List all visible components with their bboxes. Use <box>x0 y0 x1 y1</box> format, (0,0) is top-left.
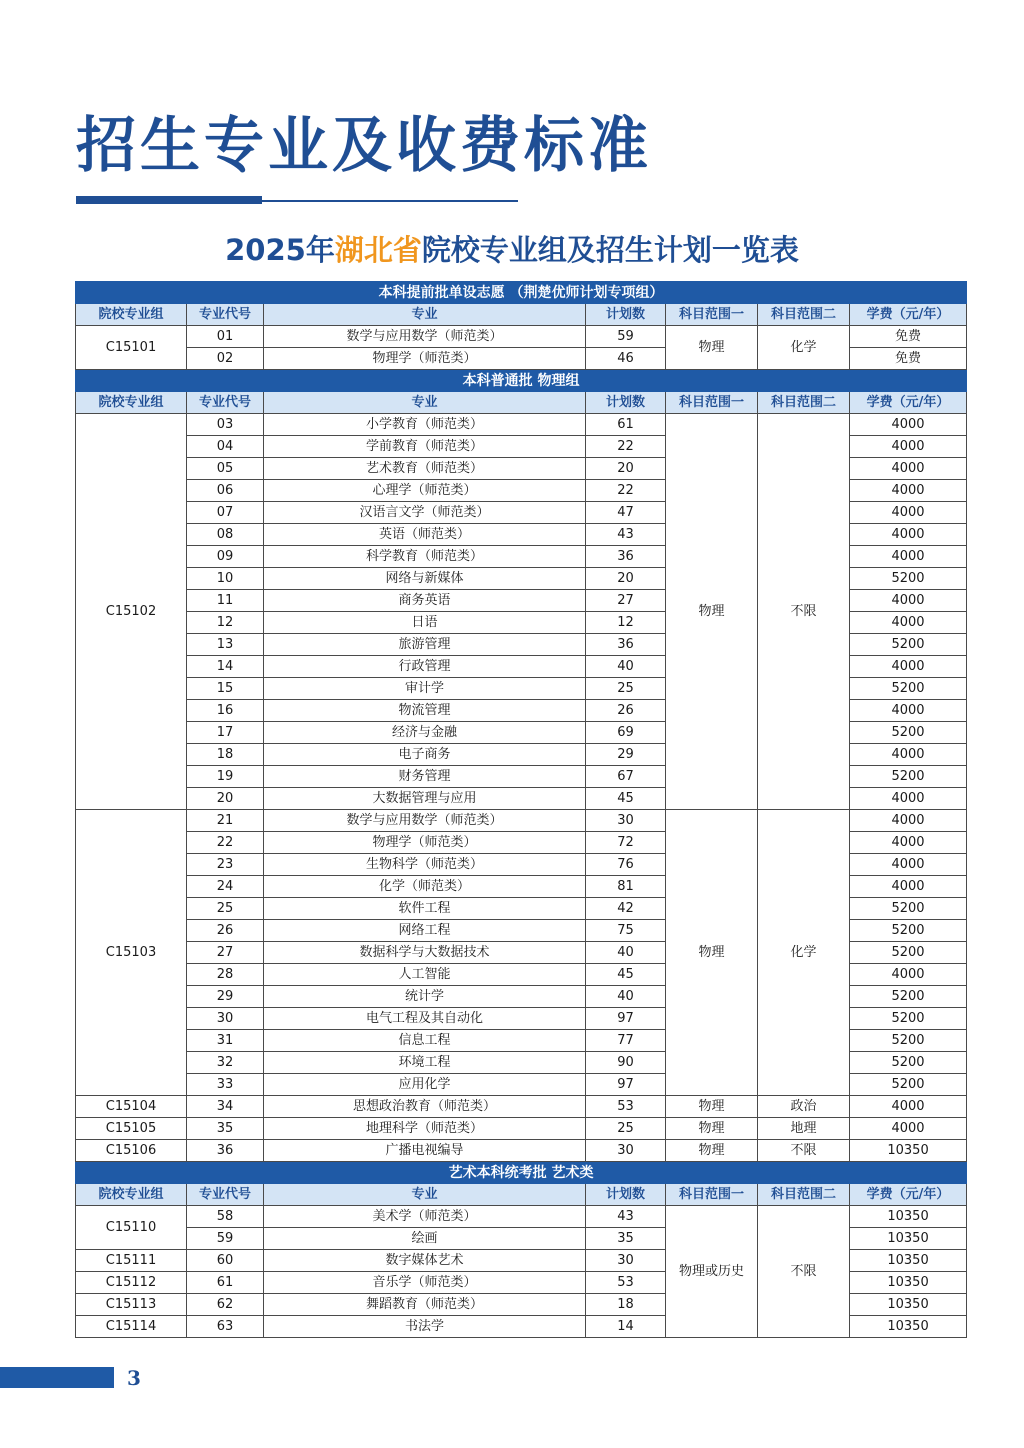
code-cell: 26 <box>187 920 264 942</box>
major-cell: 旅游管理 <box>264 634 586 656</box>
code-cell: 33 <box>187 1074 264 1096</box>
major-cell: 环境工程 <box>264 1052 586 1074</box>
plan-cell: 45 <box>586 788 666 810</box>
subtitle-suffix: 院校专业组及招生计划一览表 <box>421 233 799 267</box>
subtitle-province: 湖北省 <box>334 233 422 267</box>
code-cell: 25 <box>187 898 264 920</box>
major-cell: 软件工程 <box>264 898 586 920</box>
plan-cell: 40 <box>586 942 666 964</box>
plan-cell: 30 <box>586 810 666 832</box>
subject1-cell: 物理 <box>666 1140 758 1162</box>
major-cell: 物理学（师范类） <box>264 348 586 370</box>
plan-cell: 75 <box>586 920 666 942</box>
subject1-cell: 物理 <box>666 414 758 810</box>
header-cell: 专业 <box>264 392 586 414</box>
section-title: 本科提前批单设志愿 （荆楚优师计划专项组） <box>76 282 967 304</box>
header-cell: 学费（元/年） <box>850 304 967 326</box>
fee-cell: 4000 <box>850 414 967 436</box>
header-cell: 科目范围一 <box>666 304 758 326</box>
plan-cell: 43 <box>586 1206 666 1228</box>
major-cell: 电气工程及其自动化 <box>264 1008 586 1030</box>
fee-cell: 4000 <box>850 480 967 502</box>
code-cell: 16 <box>187 700 264 722</box>
code-cell: 05 <box>187 458 264 480</box>
code-cell: 22 <box>187 832 264 854</box>
fee-cell: 4000 <box>850 436 967 458</box>
plan-cell: 97 <box>586 1008 666 1030</box>
fee-cell: 免费 <box>850 326 967 348</box>
code-cell: 30 <box>187 1008 264 1030</box>
header-cell: 专业代号 <box>187 304 264 326</box>
subject2-cell: 地理 <box>758 1118 850 1140</box>
fee-cell: 4000 <box>850 546 967 568</box>
major-cell: 生物科学（师范类） <box>264 854 586 876</box>
group-cell: C15106 <box>76 1140 187 1162</box>
major-cell: 数学与应用数学（师范类） <box>264 326 586 348</box>
fee-cell: 4000 <box>850 612 967 634</box>
header-cell: 院校专业组 <box>76 392 187 414</box>
major-cell: 思想政治教育（师范类） <box>264 1096 586 1118</box>
major-cell: 汉语言文学（师范类） <box>264 502 586 524</box>
major-cell: 舞蹈教育（师范类） <box>264 1294 586 1316</box>
fee-cell: 10350 <box>850 1228 967 1250</box>
fee-cell: 4000 <box>850 590 967 612</box>
code-cell: 08 <box>187 524 264 546</box>
plan-cell: 72 <box>586 832 666 854</box>
fee-cell: 5200 <box>850 986 967 1008</box>
fee-cell: 4000 <box>850 810 967 832</box>
code-cell: 63 <box>187 1316 264 1338</box>
fee-cell: 10350 <box>850 1206 967 1228</box>
fee-cell: 10350 <box>850 1250 967 1272</box>
plan-cell: 59 <box>586 326 666 348</box>
header-cell: 计划数 <box>586 304 666 326</box>
plan-cell: 76 <box>586 854 666 876</box>
fee-cell: 5200 <box>850 920 967 942</box>
subtitle-prefix: 2025年 <box>225 233 335 267</box>
group-cell: C15112 <box>76 1272 187 1294</box>
plan-cell: 40 <box>586 986 666 1008</box>
major-cell: 审计学 <box>264 678 586 700</box>
fee-cell: 5200 <box>850 568 967 590</box>
plan-cell: 18 <box>586 1294 666 1316</box>
section-title: 本科普通批 物理组 <box>76 370 967 392</box>
plan-cell: 45 <box>586 964 666 986</box>
fee-cell: 4000 <box>850 876 967 898</box>
subject1-cell: 物理 <box>666 1118 758 1140</box>
subject2-cell: 不限 <box>758 1206 850 1338</box>
plan-cell: 25 <box>586 1118 666 1140</box>
major-cell: 数字媒体艺术 <box>264 1250 586 1272</box>
code-cell: 15 <box>187 678 264 700</box>
plan-cell: 36 <box>586 546 666 568</box>
major-cell: 化学（师范类） <box>264 876 586 898</box>
code-cell: 34 <box>187 1096 264 1118</box>
code-cell: 23 <box>187 854 264 876</box>
major-cell: 小学教育（师范类） <box>264 414 586 436</box>
plan-cell: 67 <box>586 766 666 788</box>
major-cell: 艺术教育（师范类） <box>264 458 586 480</box>
plan-cell: 77 <box>586 1030 666 1052</box>
fee-cell: 5200 <box>850 722 967 744</box>
code-cell: 60 <box>187 1250 264 1272</box>
code-cell: 02 <box>187 348 264 370</box>
section-title: 艺术本科统考批 艺术类 <box>76 1162 967 1184</box>
fee-cell: 4000 <box>850 656 967 678</box>
page-number: 3 <box>127 1366 141 1390</box>
code-cell: 13 <box>187 634 264 656</box>
fee-cell: 5200 <box>850 1074 967 1096</box>
code-cell: 17 <box>187 722 264 744</box>
major-cell: 音乐学（师范类） <box>264 1272 586 1294</box>
header-cell: 计划数 <box>586 392 666 414</box>
code-cell: 12 <box>187 612 264 634</box>
major-cell: 书法学 <box>264 1316 586 1338</box>
section-band <box>76 370 967 392</box>
group-cell: C15101 <box>76 326 187 370</box>
plan-cell: 69 <box>586 722 666 744</box>
plan-cell: 46 <box>586 348 666 370</box>
fee-cell: 5200 <box>850 766 967 788</box>
major-cell: 大数据管理与应用 <box>264 788 586 810</box>
code-cell: 04 <box>187 436 264 458</box>
enrollment-plan-table <box>75 281 967 1338</box>
major-cell: 统计学 <box>264 986 586 1008</box>
fee-cell: 10350 <box>850 1140 967 1162</box>
plan-cell: 53 <box>586 1272 666 1294</box>
fee-cell: 4000 <box>850 832 967 854</box>
subject2-cell: 不限 <box>758 414 850 810</box>
fee-cell: 4000 <box>850 854 967 876</box>
major-cell: 绘画 <box>264 1228 586 1250</box>
header-cell: 科目范围二 <box>758 1184 850 1206</box>
code-cell: 61 <box>187 1272 264 1294</box>
plan-cell: 81 <box>586 876 666 898</box>
plan-cell: 26 <box>586 700 666 722</box>
fee-cell: 5200 <box>850 1052 967 1074</box>
fee-cell: 4000 <box>850 964 967 986</box>
plan-cell: 14 <box>586 1316 666 1338</box>
fee-cell: 4000 <box>850 788 967 810</box>
fee-cell: 10350 <box>850 1272 967 1294</box>
group-cell: C15110 <box>76 1206 187 1250</box>
group-cell: C15114 <box>76 1316 187 1338</box>
code-cell: 09 <box>187 546 264 568</box>
header-cell: 专业 <box>264 1184 586 1206</box>
plan-cell: 12 <box>586 612 666 634</box>
major-cell: 日语 <box>264 612 586 634</box>
header-cell: 专业代号 <box>187 392 264 414</box>
code-cell: 19 <box>187 766 264 788</box>
code-cell: 20 <box>187 788 264 810</box>
major-cell: 电子商务 <box>264 744 586 766</box>
major-cell: 广播电视编导 <box>264 1140 586 1162</box>
fee-cell: 5200 <box>850 942 967 964</box>
fee-cell: 10350 <box>850 1316 967 1338</box>
header-cell: 专业代号 <box>187 1184 264 1206</box>
major-cell: 数学与应用数学（师范类） <box>264 810 586 832</box>
major-cell: 地理科学（师范类） <box>264 1118 586 1140</box>
table-row <box>76 414 967 436</box>
major-cell: 网络与新媒体 <box>264 568 586 590</box>
table-row <box>76 810 967 832</box>
header-cell: 科目范围二 <box>758 304 850 326</box>
footer-accent-bar <box>0 1367 114 1388</box>
fee-cell: 5200 <box>850 634 967 656</box>
header-cell: 科目范围二 <box>758 392 850 414</box>
subject1-cell: 物理 <box>666 1096 758 1118</box>
table-row <box>76 326 967 348</box>
group-cell: C15103 <box>76 810 187 1096</box>
group-cell: C15105 <box>76 1118 187 1140</box>
code-cell: 18 <box>187 744 264 766</box>
plan-cell: 43 <box>586 524 666 546</box>
fee-cell: 4000 <box>850 524 967 546</box>
header-cell: 院校专业组 <box>76 304 187 326</box>
fee-cell: 5200 <box>850 898 967 920</box>
title-underline-thin <box>262 200 518 202</box>
code-cell: 32 <box>187 1052 264 1074</box>
title-underline-thick <box>76 196 262 204</box>
major-cell: 商务英语 <box>264 590 586 612</box>
plan-cell: 25 <box>586 678 666 700</box>
code-cell: 01 <box>187 326 264 348</box>
plan-cell: 35 <box>586 1228 666 1250</box>
fee-cell: 4000 <box>850 458 967 480</box>
table-row <box>76 1118 967 1140</box>
group-cell: C15111 <box>76 1250 187 1272</box>
table-subtitle <box>0 228 1024 272</box>
major-cell: 信息工程 <box>264 1030 586 1052</box>
code-cell: 58 <box>187 1206 264 1228</box>
fee-cell: 4000 <box>850 1096 967 1118</box>
major-cell: 应用化学 <box>264 1074 586 1096</box>
major-cell: 财务管理 <box>264 766 586 788</box>
fee-cell: 5200 <box>850 1030 967 1052</box>
fee-cell: 10350 <box>850 1294 967 1316</box>
plan-cell: 30 <box>586 1140 666 1162</box>
plan-cell: 29 <box>586 744 666 766</box>
code-cell: 10 <box>187 568 264 590</box>
plan-cell: 53 <box>586 1096 666 1118</box>
major-cell: 物流管理 <box>264 700 586 722</box>
code-cell: 31 <box>187 1030 264 1052</box>
header-cell: 院校专业组 <box>76 1184 187 1206</box>
code-cell: 62 <box>187 1294 264 1316</box>
section-band <box>76 1162 967 1184</box>
plan-cell: 97 <box>586 1074 666 1096</box>
major-cell: 美术学（师范类） <box>264 1206 586 1228</box>
header-row <box>76 1184 967 1206</box>
subject1-cell: 物理 <box>666 810 758 1096</box>
code-cell: 35 <box>187 1118 264 1140</box>
header-cell: 科目范围一 <box>666 1184 758 1206</box>
plan-cell: 22 <box>586 436 666 458</box>
code-cell: 27 <box>187 942 264 964</box>
plan-cell: 22 <box>586 480 666 502</box>
major-cell: 科学教育（师范类） <box>264 546 586 568</box>
plan-cell: 90 <box>586 1052 666 1074</box>
plan-cell: 42 <box>586 898 666 920</box>
code-cell: 07 <box>187 502 264 524</box>
major-cell: 学前教育（师范类） <box>264 436 586 458</box>
code-cell: 14 <box>187 656 264 678</box>
fee-cell: 5200 <box>850 678 967 700</box>
header-cell: 科目范围一 <box>666 392 758 414</box>
subject1-cell: 物理 <box>666 326 758 370</box>
major-cell: 心理学（师范类） <box>264 480 586 502</box>
fee-cell: 4000 <box>850 1118 967 1140</box>
code-cell: 21 <box>187 810 264 832</box>
major-cell: 物理学（师范类） <box>264 832 586 854</box>
major-cell: 行政管理 <box>264 656 586 678</box>
plan-cell: 20 <box>586 568 666 590</box>
major-cell: 数据科学与大数据技术 <box>264 942 586 964</box>
group-cell: C15102 <box>76 414 187 810</box>
fee-cell: 4000 <box>850 744 967 766</box>
plan-cell: 47 <box>586 502 666 524</box>
code-cell: 36 <box>187 1140 264 1162</box>
table-row <box>76 1096 967 1118</box>
header-cell: 学费（元/年） <box>850 1184 967 1206</box>
table-row <box>76 1140 967 1162</box>
plan-cell: 61 <box>586 414 666 436</box>
code-cell: 06 <box>187 480 264 502</box>
plan-cell: 20 <box>586 458 666 480</box>
fee-cell: 免费 <box>850 348 967 370</box>
subject2-cell: 化学 <box>758 326 850 370</box>
major-cell: 英语（师范类） <box>264 524 586 546</box>
group-cell: C15113 <box>76 1294 187 1316</box>
major-cell: 网络工程 <box>264 920 586 942</box>
header-row <box>76 304 967 326</box>
fee-cell: 4000 <box>850 700 967 722</box>
header-cell: 专业 <box>264 304 586 326</box>
header-row <box>76 392 967 414</box>
fee-cell: 4000 <box>850 502 967 524</box>
header-cell: 学费（元/年） <box>850 392 967 414</box>
section-band <box>76 282 967 304</box>
major-cell: 人工智能 <box>264 964 586 986</box>
subject2-cell: 不限 <box>758 1140 850 1162</box>
code-cell: 59 <box>187 1228 264 1250</box>
table-row <box>76 1206 967 1228</box>
code-cell: 03 <box>187 414 264 436</box>
group-cell: C15104 <box>76 1096 187 1118</box>
subject2-cell: 政治 <box>758 1096 850 1118</box>
fee-cell: 5200 <box>850 1008 967 1030</box>
plan-cell: 27 <box>586 590 666 612</box>
plan-cell: 40 <box>586 656 666 678</box>
plan-cell: 30 <box>586 1250 666 1272</box>
subject1-cell: 物理或历史 <box>666 1206 758 1338</box>
major-cell: 经济与金融 <box>264 722 586 744</box>
code-cell: 11 <box>187 590 264 612</box>
subject2-cell: 化学 <box>758 810 850 1096</box>
code-cell: 24 <box>187 876 264 898</box>
page-title: 招生专业及收费标准 <box>76 111 652 181</box>
header-cell: 计划数 <box>586 1184 666 1206</box>
code-cell: 28 <box>187 964 264 986</box>
code-cell: 29 <box>187 986 264 1008</box>
plan-cell: 36 <box>586 634 666 656</box>
